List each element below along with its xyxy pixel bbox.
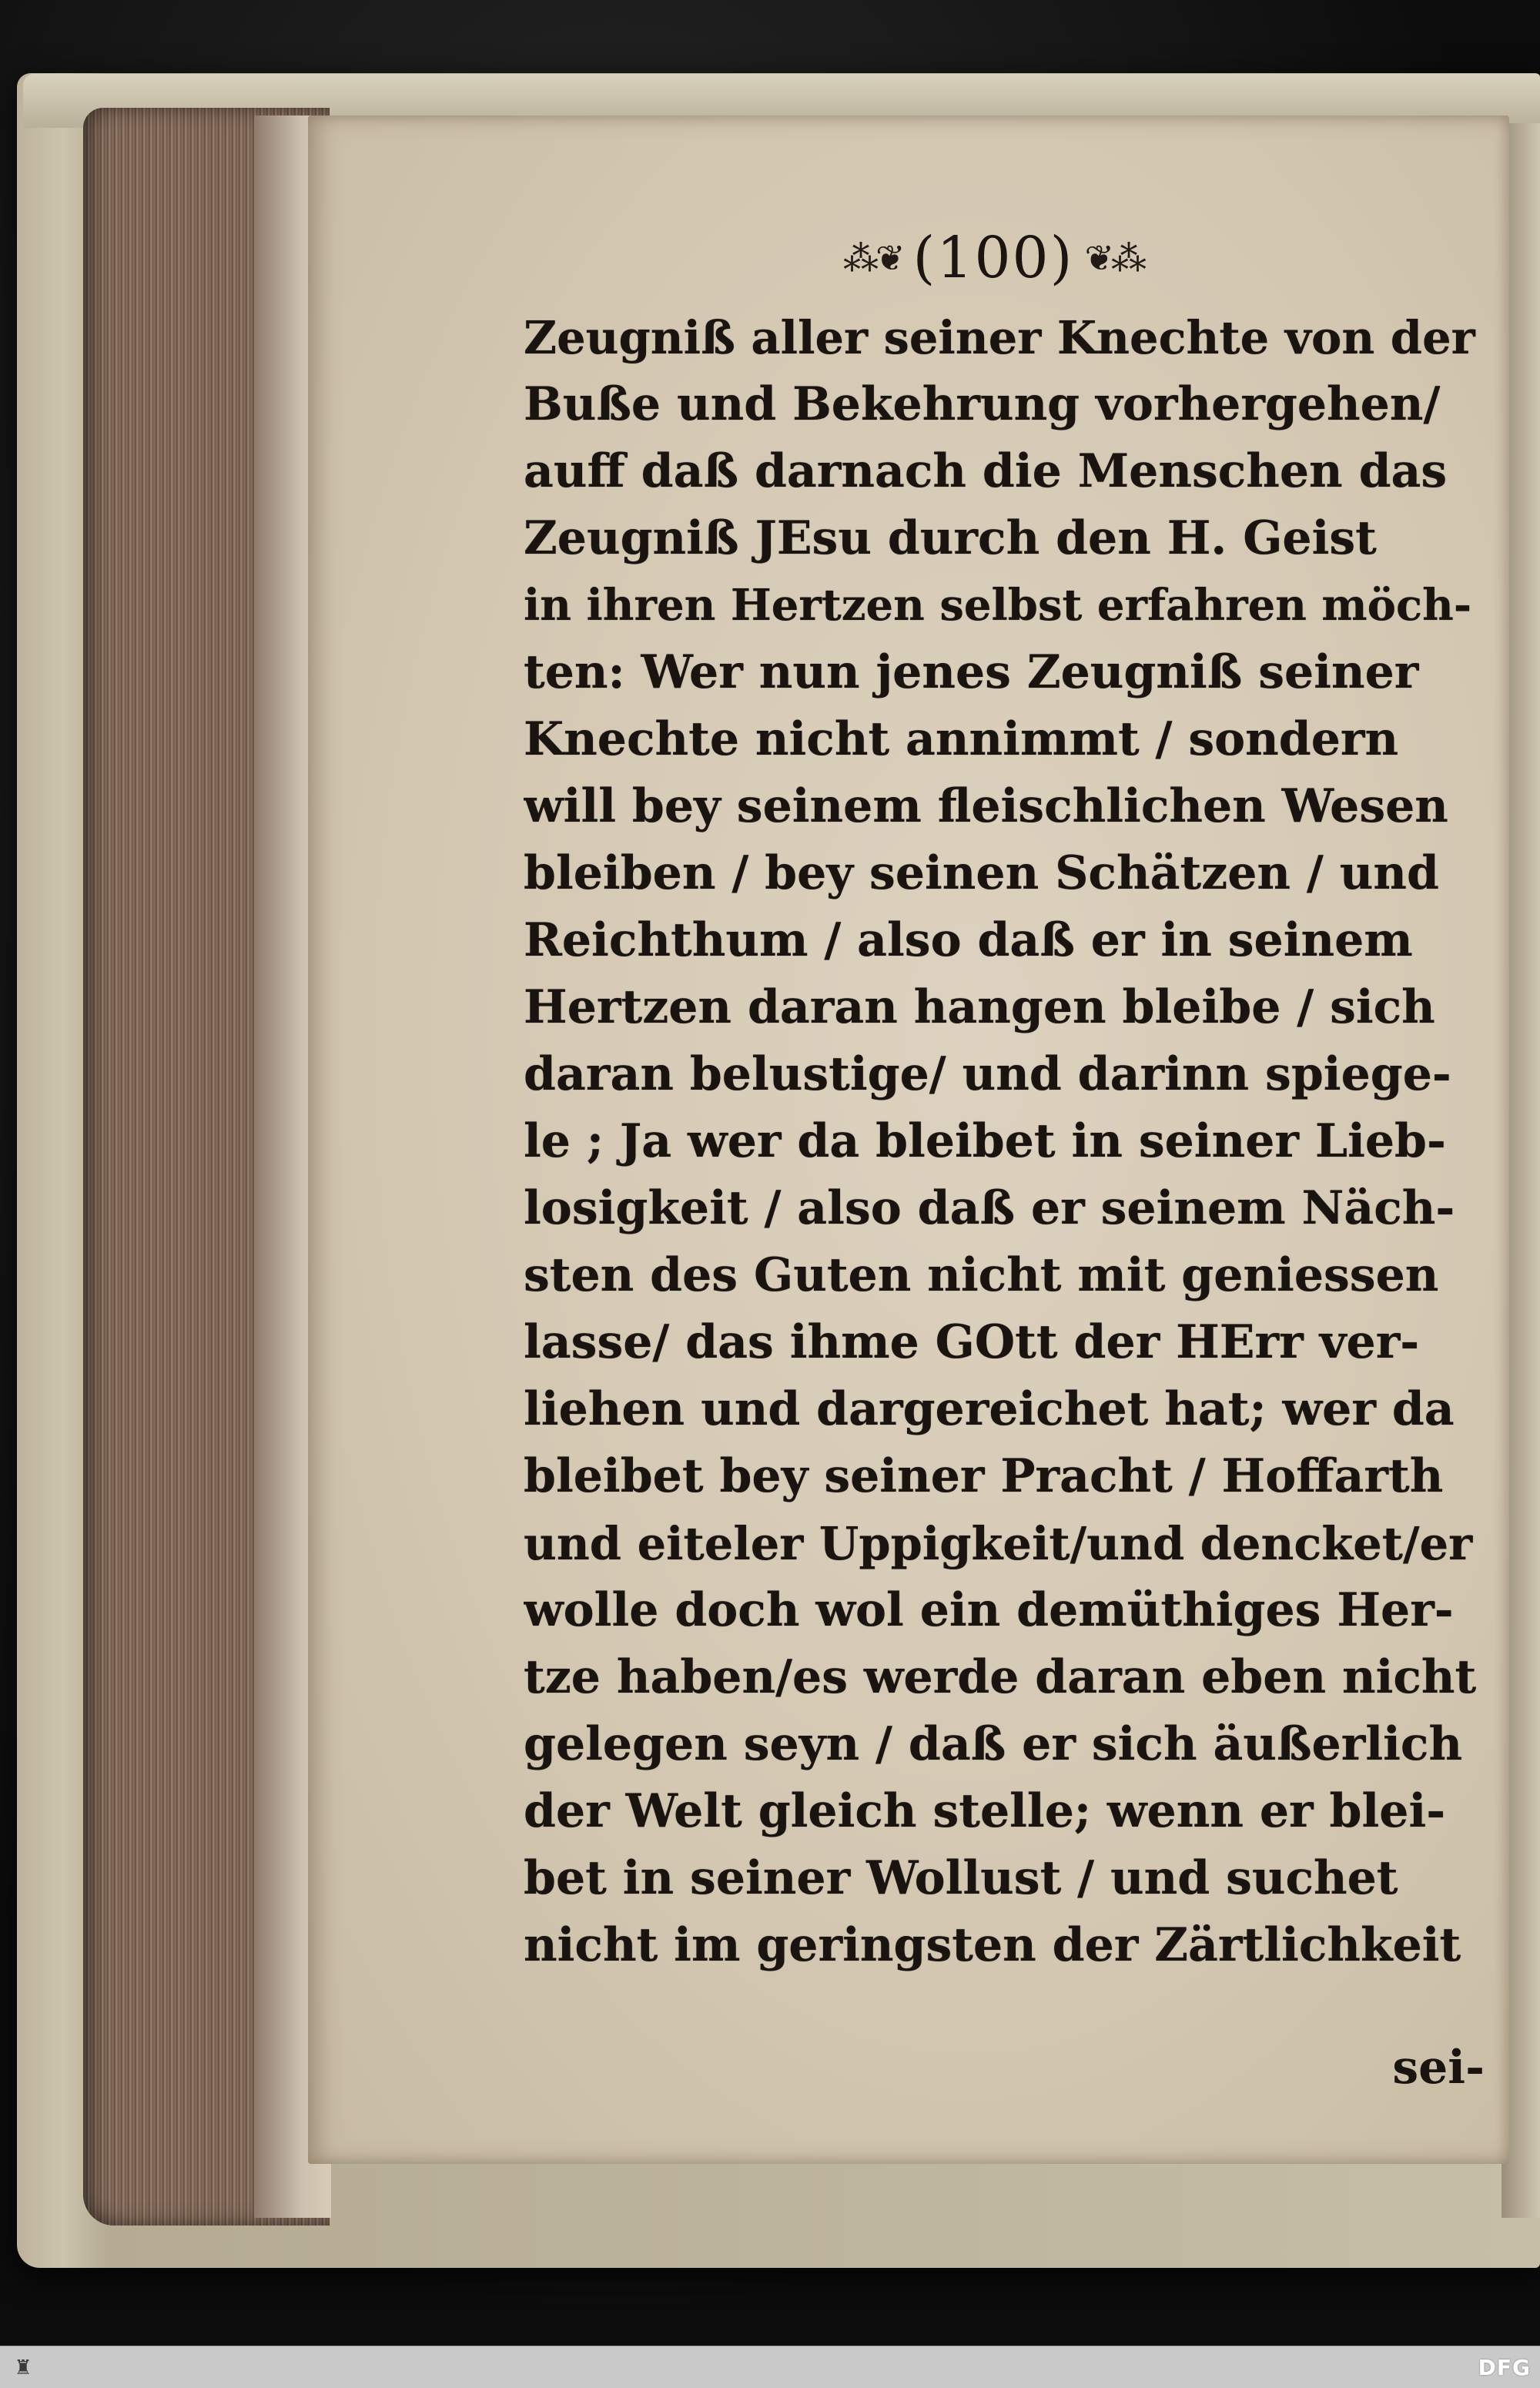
text-line: liehen und dargereichet hat; wer da [524,1382,1455,1436]
text-line: bleiben / bey seinen Schätzen / und [524,846,1439,900]
text-line: bet in seiner Wollust / und suchet [524,1851,1398,1905]
text-line: nicht im geringsten der Zärtlichkeit [524,1918,1461,1972]
text-line: Buße und Bekehrung vorhergehen/ [524,377,1441,431]
library-crest-icon: ♜ [14,2356,32,2380]
text-line: losigkeit / also daß er seinem Näch- [524,1181,1455,1235]
text-line: auff daß darnach die Menschen das [524,444,1448,498]
text-line: Hertzen daran hangen bleibe / sich [524,980,1435,1034]
dfg-logo: DFG [1478,2355,1531,2380]
page-text [524,304,1478,1979]
text-line: in ihren Hertzen selbst erfahren möch- [524,580,1472,631]
text-line: der Welt gleich stelle; wenn er blei- [524,1784,1446,1838]
text-line: Zeugniß aller seiner Knechte von der [524,311,1475,364]
text-line: gelegen seyn / daß er sich äußerlich [524,1717,1463,1771]
text-line: und eiteler Uppigkeit/und dencket/er [524,1517,1473,1570]
page-header [801,223,1186,293]
text-line: tze haben/es werde daran eben nicht [524,1650,1477,1704]
catchword: sei- [1392,2041,1485,2095]
viewer-footer [0,2346,1540,2388]
text-line: will bey seinem fleischlichen Wesen [524,779,1448,833]
text-line: Reichthum / also daß er in seinem [524,913,1413,967]
text-line: lasse/ das ihme GOtt der HErr ver- [524,1315,1420,1369]
text-line: Knechte nicht annimmt / sondern [524,712,1399,766]
floral-ornament-left-icon: ⁂❦ [842,237,902,279]
text-line: wolle doch wol ein demüthiges Her- [524,1583,1454,1637]
text-line: bleibet bey seiner Pracht / Hoffarth [524,1449,1444,1503]
text-line: le ; Ja wer da bleibet in seiner Lieb- [524,1114,1446,1168]
text-line: ten: Wer nun jenes Zeugniß seiner [524,645,1419,699]
text-line: daran belustige/ und darinn spiege- [524,1047,1451,1101]
text-line: Zeugniß JEsu durch den H. Geist [524,511,1377,565]
floral-ornament-right-icon: ❦⁂ [1084,237,1144,279]
page-number: (100) [912,225,1074,291]
text-line: sten des Guten nicht mit geniessen [524,1248,1439,1302]
